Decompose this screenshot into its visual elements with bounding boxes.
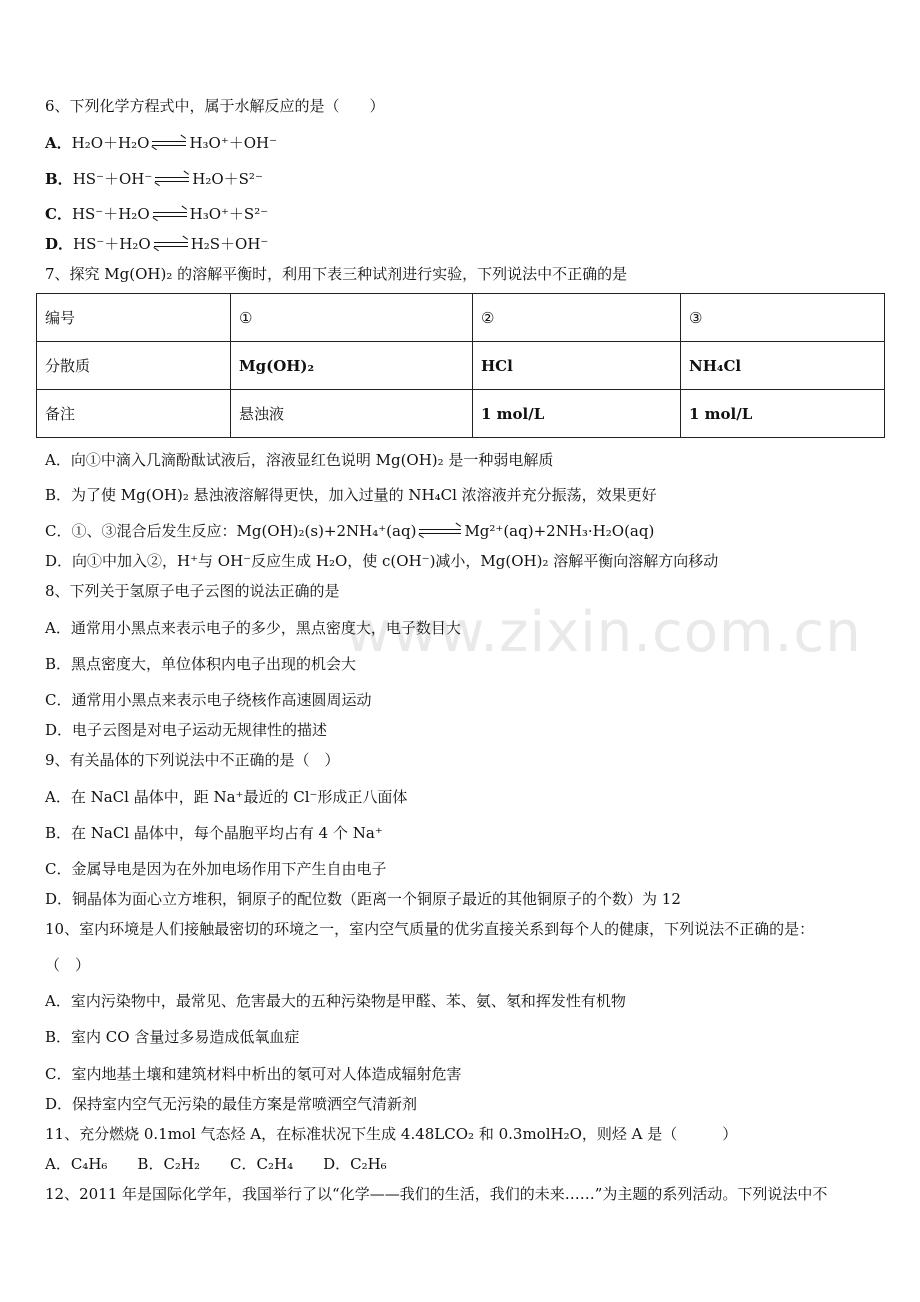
equilibrium-arrow-icon [153, 209, 187, 221]
table-row [37, 294, 885, 342]
equilibrium-arrow-icon [152, 138, 186, 150]
q6-option-d: D．HS⁻＋H₂O H₂S＋OH⁻ [45, 235, 269, 253]
table-cell: 悬浊液 [231, 390, 473, 438]
table-cell: 备注 [37, 390, 231, 438]
table-cell: 1 mol/L [473, 390, 681, 438]
q6-option-c: C．HS⁻＋H₂O H₃O⁺＋S²⁻ [45, 205, 269, 223]
table-cell: 1 mol/L [681, 390, 885, 438]
q6-option-b: B．HS⁻＋OH⁻ H₂O＋S²⁻ [45, 170, 263, 188]
q8-option-c: C．通常用小黑点来表示电子绕核作高速圆周运动 [45, 691, 372, 709]
table-row [37, 390, 885, 438]
table-cell: 编号 [37, 294, 231, 342]
q9-option-c: C．金属导电是因为在外加电场作用下产生自由电子 [45, 860, 387, 878]
q9-option-b: B．在 NaCl 晶体中，每个晶胞平均占有 4 个 Na⁺ [45, 824, 383, 842]
q10-option-d: D．保持室内空气无污染的最佳方案是常喷洒空气清新剂 [45, 1095, 418, 1113]
table-cell: 分散质 [37, 342, 231, 390]
question-12-stem: 12、2011 年是国际化学年，我国举行了以“化学——我们的生活，我们的未来……”为主题的系列活动。下列说法中不 [45, 1185, 828, 1203]
table-row [37, 342, 885, 390]
q7-option-d: D．向①中加入②，H⁺与 OH⁻反应生成 H₂O，使 c(OH⁻)减小，Mg(OH)₂ 溶解平衡向溶解方向移动 [45, 552, 719, 570]
question-8-stem: 8、下列关于氢原子电子云图的说法正确的是 [45, 582, 340, 600]
q10-option-b: B．室内 CO 含量过多易造成低氧血症 [45, 1028, 300, 1046]
q8-option-b: B．黑点密度大，单位体积内电子出现的机会大 [45, 655, 357, 673]
q9-option-d: D．铜晶体为面心立方堆积，铜原子的配位数（距离一个铜原子最近的其他铜原子的个数）为 12 [45, 890, 681, 908]
q11-options: A．C₄H₆ B．C₂H₂ C．C₂H₄ D．C₂H₆ [45, 1155, 387, 1173]
watermark: www.zixin.com.cn [345, 600, 862, 665]
q10-option-a: A．室内污染物中，最常见、危害最大的五种污染物是甲醛、苯、氨、氡和挥发性有机物 [45, 992, 626, 1010]
q8-option-a: A．通常用小黑点来表示电子的多少，黑点密度大，电子数目大 [45, 619, 461, 637]
question-11-stem: 11、充分燃烧 0.1mol 气态烃 A，在标准状况下生成 4.48LCO₂ 和 0.3molH₂O，则烃 A 是（ ） [45, 1125, 738, 1143]
q10-option-c: C．室内地基土壤和建筑材料中析出的氡可对人体造成辐射危害 [45, 1065, 462, 1083]
q7-option-b: B．为了使 Mg(OH)₂ 悬浊液溶解得更快，加入过量的 NH₄Cl 浓溶液并充分振荡，效果更好 [45, 486, 657, 504]
table-cell: ② [473, 294, 681, 342]
q7-option-a: A．向①中滴入几滴酚酞试液后，溶液显红色说明 Mg(OH)₂ 是一种弱电解质 [45, 451, 554, 469]
reagent-table [36, 293, 885, 438]
q7-option-c: C．①、③混合后发生反应：Mg(OH)₂(s)+2NH₄⁺(aq) Mg²⁺(aq)+2NH₃·H₂O(aq) [45, 522, 655, 540]
question-9-stem: 9、有关晶体的下列说法中不正确的是（ ） [45, 751, 340, 769]
equilibrium-arrow-icon [155, 174, 189, 186]
equilibrium-arrow-icon [419, 526, 461, 538]
table-cell: NH₄Cl [681, 342, 885, 390]
question-10-stem-cont: （ ） [45, 956, 91, 974]
q8-option-d: D．电子云图是对电子运动无规律性的描述 [45, 721, 328, 739]
table-cell: HCl [473, 342, 681, 390]
table-cell: ③ [681, 294, 885, 342]
question-10-stem: 10、室内环境是人们接触最密切的环境之一，室内空气质量的优劣直接关系到每个人的健康，下列说法不正确的是： [45, 920, 815, 938]
question-6-stem: 6、下列化学方程式中，属于水解反应的是（ ） [45, 97, 385, 115]
q9-option-a: A．在 NaCl 晶体中，距 Na⁺最近的 Cl⁻形成正八面体 [45, 788, 408, 806]
table-cell: Mg(OH)₂ [231, 342, 473, 390]
q6-option-a: A．H₂O＋H₂O H₃O⁺＋OH⁻ [45, 134, 278, 152]
equilibrium-arrow-icon [154, 239, 188, 251]
question-7-stem: 7、探究 Mg(OH)₂ 的溶解平衡时，利用下表三种试剂进行实验，下列说法中不正确的是 [45, 265, 628, 283]
table-cell: ① [231, 294, 473, 342]
